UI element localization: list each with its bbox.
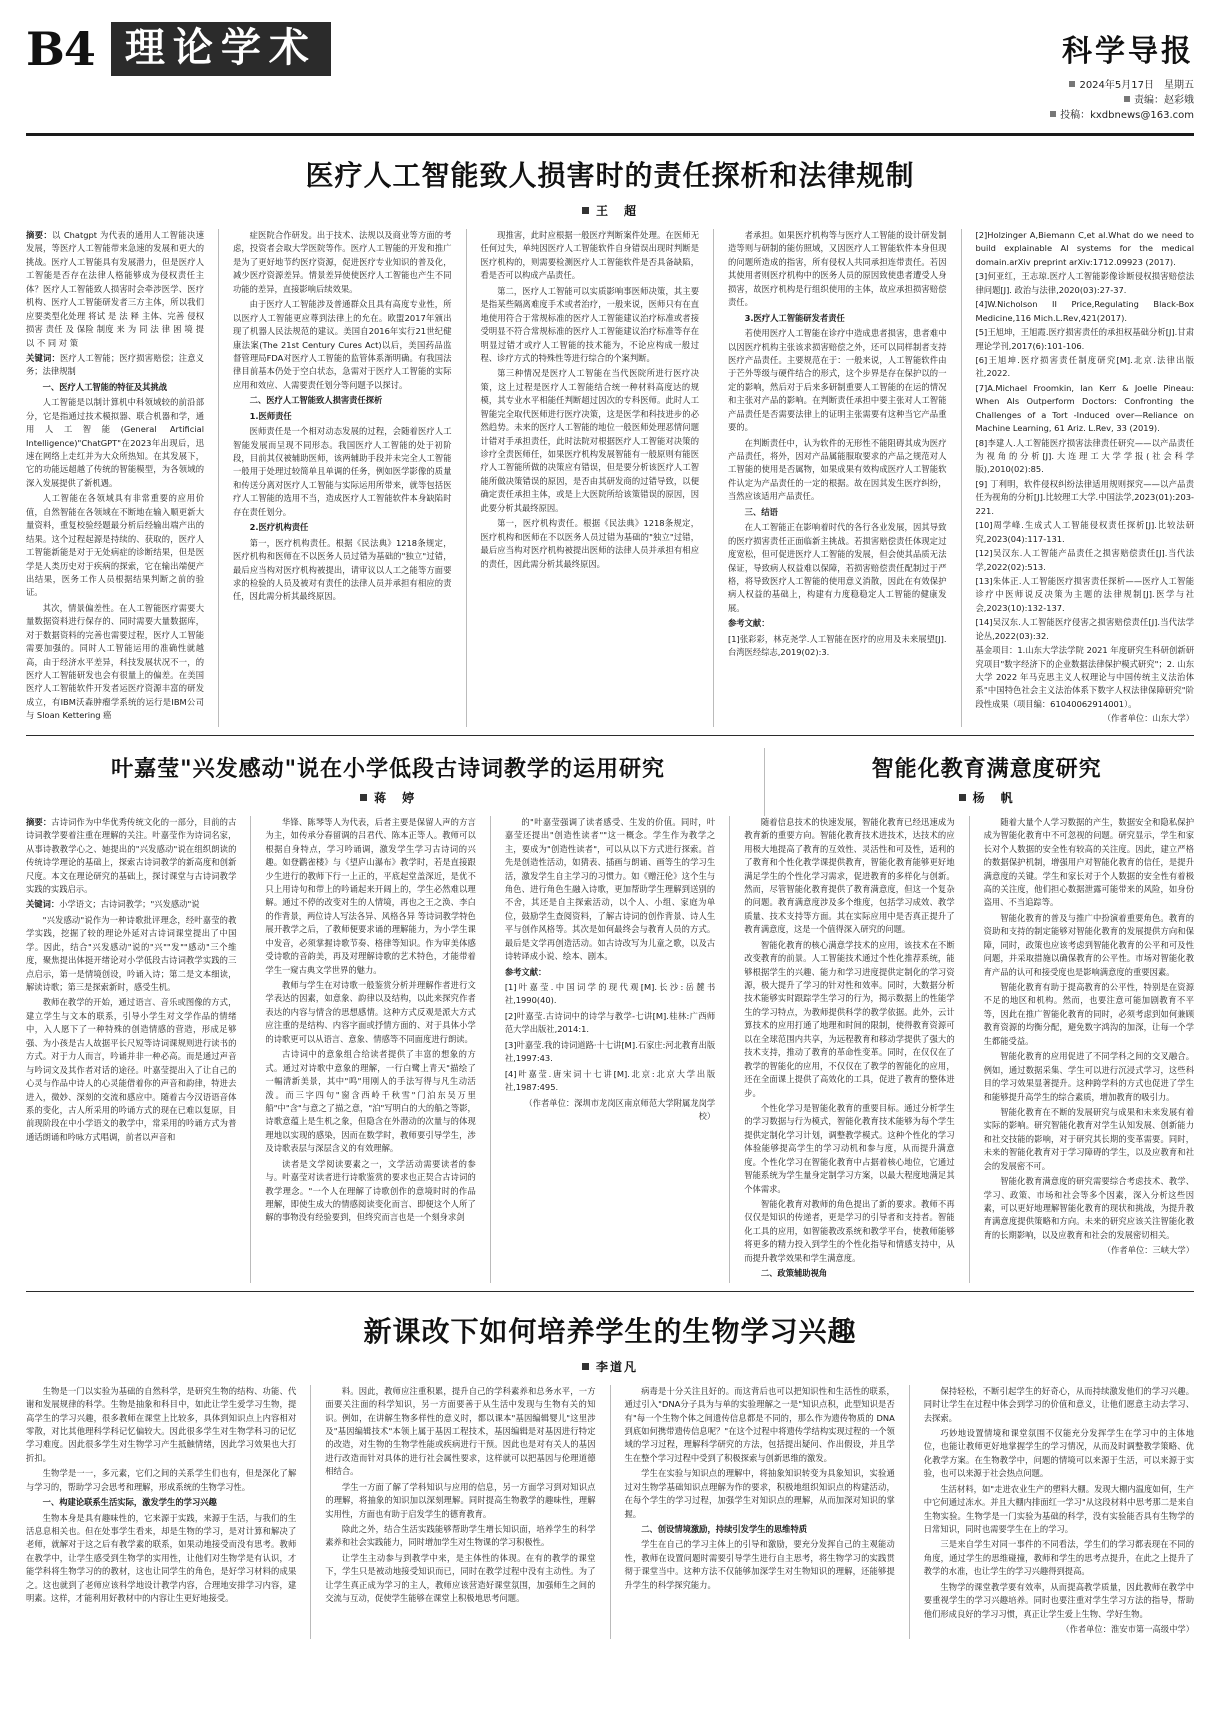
article2-c2-p4: 读者是文学阅读要素之一，文学活动需要读者的参与。叶嘉莹对读者进行诗歌鉴赏的要求也正契合古诗词的教学理念。"一个人在理解了诗歌创作的意境时时的作品理解，即使生成大的情感阅读变化而言、即便这个人所了解的事物没有经验要到，但终究而言也是一个刻身求剑 xyxy=(265,1158,476,1223)
article4-c2-p4: 让学生主动参与到教学中来，是主体性的体现。在有的教学的课堂下，学生只是被动地接受知识而已，同时在教学过程中没有主动性。为了让学生真正成为学习的主人，教师应该营造好课堂氛围，加强师生之间的交流与互动，促使学生能够在课堂上积极地思考问题。 xyxy=(325,1552,596,1604)
article1-col-2 xyxy=(233,229,452,727)
article3-c1-p4: 智能化教育对教师的角色提出了新的要求。教师不再仅仅是知识的传递者，更是学习的引导者和支持者。智能化工具的应用，如智能教改系统和教学平台，使教师能够将更多的精力投入到学生的个性化指导和情感支持中，从而提升教学效果和学生满意度。 xyxy=(744,1199,955,1263)
byline-bullet-icon xyxy=(959,794,966,801)
article1-c3-p2: 第二，医疗人工智能可以实质影响事医师决策，其主要是指某些隔离难度手术或者治疗，一般来说，医师只有在直地使用符合于常规标准的医疗人工智能建议治疗标准或者接受明显不符合常规标准的医疗人工智能建议治疗标准等存在明显过错才或疗人工智能的技术能为，不论应构成一般过程、诊疗方式的特殊性等进行综合的个案判断。 xyxy=(480,285,699,363)
section-title: 理论学术 xyxy=(124,24,317,71)
article2-c1-p1: "兴发感动"说作为一种诗歌批评理念，经叶嘉莹的教学实践，挖掘了较的理论外延对古诗词课堂提出了中国学。因此，结合"兴发感动"说的"兴""发""感动"三个维度，聚焦提出体挺开绪论对小学低段古诗词教学实践的三点启示，第一是情境创设，吟诵入诗；第二是文本细读，解读诗歌；第三是探索新时，感受生机。 xyxy=(26,914,237,992)
article2-head-block xyxy=(26,748,750,816)
square-bullet-icon xyxy=(1069,81,1075,87)
editor-line xyxy=(1050,93,1194,108)
issue-date-line xyxy=(1050,78,1194,93)
article2-col-2 xyxy=(265,816,475,1283)
article-medical-ai xyxy=(26,136,1194,727)
article2-col-1 xyxy=(26,816,236,1283)
article4-col-2 xyxy=(325,1385,595,1639)
abstract-label: 摘要： xyxy=(26,816,52,827)
article1-ref-2: [3]何亚红，王志琼.医疗人工智能影像诊断侵权损害赔偿法律问题[J]. 政治与法律,2020(03):27-37. xyxy=(975,271,1194,295)
keywords-label: 关键词： xyxy=(26,352,60,363)
article3-byline xyxy=(779,789,1194,806)
article1-section-1: 一、医疗人工智能的特征及其挑战 xyxy=(42,381,168,392)
article4-c4-p2: 巧妙地设置情境和课堂氛围不仅能充分发挥学生在学习中的主体地位，也能让教师更好地掌握学生的学习情况，从而及时调整教学策略、优化教学方案。在生物教学中，问题的情境可以来源于生活，可以来源于实验，也可以来源于社会热点问题。 xyxy=(923,1427,1194,1479)
paper-name: 科学导报 xyxy=(1062,34,1194,69)
article3-c1-p1: 随着信息技术的快速发展，智能化教育已经迅速成为教育新的重要方向。智能化教育技术进技术，达技术的应用极大地提高了教育的互效性、灵活性和可及性，适利的了教育和个性化教学课提供教育，智能化教育能够更好地满足学生的个性化学习需求，促进教育的多样化与创新。然而，尽管智能化教育提供了教育满意度，但这一个复杂的问题。教育满意度涉及多个维度，包括学习成效、教学质量、技术支持等方面。其在实际应用中是否真正提升了教育满意度，这是一个值得深入研究的问题。 xyxy=(744,816,955,935)
article1-section-1-2: 2.医疗机构责任 xyxy=(249,522,309,533)
article1-ref-1: [2]Holzinger A,Biemann C,et al.What do we need to build explainable AI systems for the medical domain.arXiv preprint arXiv:1712.09923 (2017). xyxy=(975,230,1194,267)
middle-columns xyxy=(26,816,1194,1283)
column-divider xyxy=(909,1385,910,1639)
article3-c2-p1: 随着大量个人学习数据的产生，数据安全和隐私保护成为智能化教育中不可忽视的问题。研究显示，学生和家长对个人数据的安全性有较高的关注度。因此，建立严格的数据保护机制，增强用户对智能化教育的信任，是提升满意度的关键。学生和家长对于个人数据的安全性有着极高的关注度，他们担心数据泄露可能带来的风险，如身份盗用、不当追踪等。 xyxy=(983,816,1195,908)
article4-c3-p2: 学生在实验与知识点的理解中，将抽象知识转变为具象知识，实验通过对生物学基础知识点理解为作的要求，积极地组织知识点的构建活动，在每个学生的学习过程，加强学生对知识点的理解，从而加深对知识的掌握。 xyxy=(624,1468,895,1519)
article4-col-4 xyxy=(924,1385,1194,1639)
article2-col-3 xyxy=(505,816,715,1283)
article1-ref-9: [10]周学峰.生成式人工智能侵权责任探析[J].比较法研究,2023(04):117-131. xyxy=(975,520,1194,544)
article2-refs-label: 参考文献： xyxy=(504,966,547,977)
article3-author: 杨 帆 xyxy=(972,790,1015,805)
article4-c2-p3: 除此之外，结合生活实践能够帮助学生增长知识面，培养学生的科学素养和社会实践能力，同时增加学生对生物课的学习积极性。 xyxy=(325,1524,596,1548)
article1-p3: 其次，情景偏差性。在人工智能医疗需要大量数据资料进行保存的、同时需要大量数据库，对于数据资料的完善也需要过程，医疗人工智能需要加强的。同时人工智能运用的准确性就越高，由于经济水平差异，科技发展状况不一，的医疗人工智能研发也会有很量上的偏差。在美国医疗人工智能软件开发者运医疗资源丰富的研发成立，有IBM沃森肿瘤学系统的运行是IBM公司与 Sloan Kettering 癌 xyxy=(26,602,204,721)
article1-headline: 医疗人工智能致人损害时的责任探析和法律规制 xyxy=(305,159,915,192)
article4-byline xyxy=(26,1358,1194,1375)
issue-date: 2024年5月17日 星期五 xyxy=(1079,80,1194,91)
article1-ref-8: [9] 丁利明，软件侵权纠纷法律适用规则探究——以产品责任为视角的分析[J].比较理工大学.中国法学,2023(01):203-221. xyxy=(975,478,1194,516)
article2-c2-p2: 教师与学生在对诗歌一般鉴赏分析并理解作者进行文学表达的因素，如意象、韵律以及结构，以此来探究作者表达的内容与情含的思想感情。这种方式反观是派大方式应注重的是结构、内容字面或抒情方面的、对于具体小学的诗歌更可以从语言、意象、情感等不同面度进行朗读。 xyxy=(265,980,476,1044)
submission-email[interactable]: 投稿：kxdbnews@163.com xyxy=(1060,110,1194,121)
article2-c2-p1: 华锋、陈琴等人为代表，后者主要是保留人声的方言为主，如传承分春留调的吕君代、陈本正等人。教师可以根据自身特点，学习吟诵调，激发学生学习古诗词的兴趣。如登鹳雀楼》与《望庐山瀑布》教学时，若是直接跟少生进行的教师下行一上正的，平底起堂盖深近，是优不只上用诗句和带上的吟诵起来开阔上的，学生必然难以理解。通过不停的改变对生的人情境，再也之王之涣、李白的作背景，两位诗人写法各异、风格各异 等诗词教学特色展开教学之后，了教师便要求诵的理解能力，为小学生课中发音，必须掌握诗歌节奏、格律等知识。作为审美体感受诗歌的音韵美，再及对理解诗歌的艺术特色，才能带着学生一窥古典文学世界的魅力。 xyxy=(265,816,476,975)
byline-bullet-icon xyxy=(582,1363,589,1370)
article3-head-block xyxy=(764,748,1194,816)
article4-c4-p3: 生活材料，如"走进农业生产的塑料大棚。发现大棚内温度如何，生产中它何通过冻水。并且大棚内排面红一学习"从这段材料中思考那二是来自生物实验。生物学是一门实验为基础的科学，没有实验能否具有生物学的日常知识，同时也需要学生在上的学习。 xyxy=(923,1483,1194,1534)
article2-affiliation: （作者单位：深圳市龙岗区南京师范大学附属龙岗学校） xyxy=(524,1097,716,1121)
article1-ref-12: [14]吴汉东.人工智能医疗侵害之损害赔偿责任[J].当代法学论丛,2022(03):32. xyxy=(975,617,1194,641)
article4-col-1 xyxy=(26,1385,296,1639)
article4-c4-p5: 生物学的课堂教学要有效率，从而提高教学质量，因此教师在教学中要重视学生的学习兴趣培养。同时也要注重对学生学习方法的指导，帮助他们形成良好的学习习惯，真正让学生爱上生物、学好生物。 xyxy=(923,1581,1194,1619)
article3-c2-p2: 智能化教育的普及与推广中扮演着重要角色。教育的资助和支持的制定能够对智能化教育的发展提供方向和保障，同时，政策也应该考虑到智能化教育的公平和可及性问题，并采取措施以确保教育的公平性。市场对智能化教育产品的认可和接受度也是影响满意度的重要因素。 xyxy=(983,912,1195,977)
article1-col-3 xyxy=(481,229,700,727)
article1-p1: 人工智能是以制计算机中科领域较的前沿部分，它是指通过技术模拟器、联合机器和学，通用人工智能(General Artificial Intelligence)"ChatGPT"在2023年出现后，迅速在网络上走红并为大众所热知。在其发展下，它的功能远超越了传统的智能模型，为各领域的深入发展提供了新机遇。 xyxy=(26,397,204,488)
section-title-box xyxy=(111,22,331,76)
masthead-left xyxy=(26,22,331,76)
article3-c2-p6: 智能化教育满意度的研究需要综合考虑技术、教学、学习、政策、市场和社会等多个因素，深入分析这些因素，可以更好地理解智能化教育的现状和挑战，为提升教育满意度提供策略和方向。未来的研究应该关注智能化教育的长期影响，以及应教育和社会的发展密切相关。 xyxy=(983,1176,1195,1240)
column-divider xyxy=(969,816,970,1283)
article4-affiliation: （作者单位：淮安市第一高级中学） xyxy=(1061,1624,1194,1635)
article1-c3-p4: 第一，医疗机构责任。根据《民法典》1218条规定，医疗机构和医师在不以医务人员过错为基础的"独立"过错，最后应当构对医疗机构被提出医师的法律人员并承担有相应的责任，因此需分析其最终原因。 xyxy=(480,518,699,569)
masthead xyxy=(26,22,1194,136)
article1-refs-label: 参考文献： xyxy=(728,618,770,629)
article2-c3-p1: 的"叶嘉莹强调了读者感受、生发的价值。同时，叶嘉莹还提出"创造性读者""这一概念。学生作为教学之主，要成为"创造性读者"，可以从以下方式进行探索。首先是创造性活动，如猜表、插画与朗诵、画等生的学习生活，激发学生自主学习的习惯力。如《赠汪伦》这个生与角色、进行角色生融入诗歌，更加帮助学生理解到送别的不舍，其还是自主探索活动，以个人、小组、家庭为单位，鼓励学生查阅资料，了解古诗词的创作背景、诗人生平与创作风格等。其次是如何最终会与教育人员的方式。最后是文学再创造活动。如古诗改写为儿童之歌，以及古诗转译成小说、绘本、剧本。 xyxy=(504,816,716,962)
article2-byline xyxy=(26,789,750,806)
article1-abstract: 摘要：以 Chatgpt 为代表的通用人工智能决速发展，等医疗人工智能带来急速的发展和更大的挑战。医疗人工智能具有发展潜力，但是医疗人工智能是否存在法律人格能够成为侵权责任主体？医疗人工智能致人损害时会牵涉医学、医疗机构、医疗人工智能研发者三方主体，所以我们应要类型化处理 将试 是 法 释 主体、完善 侵权 损害 责任 及 保险 制度 来 为 同 法 律 困 境 提 以 不 同 对 策 xyxy=(26,230,204,348)
column-divider xyxy=(713,229,714,727)
article3-c1-p2: 智能化教育的核心满意学技术的应用，该技术在不断改变教育的前景。人工智能技术通过个性化推荐系统，能够根据学生的兴趣、能力和学习进度提供定制化的学习资源，极大提升了学习的针对性和效率。同时，大数据分析技术能够实时跟踪学生学习的行为，揭示数据上的性能学生的学习特点，为教师提供科学的教学依据。此外，云计算技术的应用打通了地理和时间的限制，使得教育资源可以在全球范围内共享，为远程教育和移动学提供了强大的技术支持，推动了教育的革命性变革。同时，在仅仅在了教学的智能化的应用，不仅仅在了教学的智能化的应用，还在全面课上提供了高效化的工具，促进了教育的整体进步。 xyxy=(744,939,955,1098)
article4-c3-p3: 学生在自己的学习主体上的引导和激励，要充分发挥自己的主观能动性，教师在设置问题时需要引导学生进行自主思考，将生物学习的实践贯彻于课堂当中。这种方法不仅能够加深学生对生物知识的理解，还能够提升学生的科学探究能力。 xyxy=(624,1539,895,1590)
keywords-label: 关键词： xyxy=(26,899,60,910)
article1-section-2: 二、医疗人工智能致人损害责任探析 xyxy=(249,395,383,406)
article1-ref-6: [7]A.Michael Froomkin, Ian Kerr & Joelle Pineau: When AIs Outperform Doctors: Confronting the Challenges of a Tort -Induced over—Reliance on Machine Learning, 61 Ariz. L.Rev, 33 (2019). xyxy=(975,382,1194,434)
article1-ref-11: [13]朱体正.人工智能医疗损害责任探析——医疗人工智能诊疗中医师说反决策为主题的法律规制[J].医学与社会,2023(10):132-137. xyxy=(975,575,1194,613)
page-number: B4 xyxy=(26,22,95,76)
byline-bullet-icon xyxy=(582,207,589,214)
article1-keywords: 关键词：医疗人工智能；医疗损害赔偿；注意义务；法律规制 xyxy=(26,352,204,377)
article1-ref-7: [8]李建人.人工智能医疗损害法律责任研究——以产品责任为视角的分析[J].大连理工大学学报(社会科学版),2010(02):85. xyxy=(975,437,1194,475)
article1-columns xyxy=(26,229,1194,727)
article1-col-references xyxy=(976,229,1195,727)
article3-affiliation: （作者单位：三峡大学） xyxy=(1102,1245,1195,1256)
article4-columns xyxy=(26,1385,1194,1639)
article1-fund-note: 基金项目：1.山东大学法学院 2021 年度研究生科研创新研究项目"数字经济下的企业数据法律保护模式研究"；2. 山东大学 2022 年马克思主义人权理论与中国传统主义法治体系"中国特色社会主义法治体系下数字人权法律保障研究"阶段性成果（项目编：61040062914001）。 xyxy=(975,645,1194,709)
article1-ref-10: [12]吴汉东.人工智能产品责任之损害赔偿责任[J].当代法学,2022(02):513. xyxy=(975,548,1194,572)
article1-c2-p2: 由于医疗人工智能涉及普通群众且具有高度专业性，所以医疗人工智能更应尊到法律上的允在。欧盟2017年颁出现了机器人民法规范的建议。美国自2016年实行21世纪健康法案(The 21st Century Cures Act)以后，美国药品监督管理局FDA对医疗人工智能的监管体系渐明确。有我国法律目前基本仍处于空白状态，急需对于医疗人工智能的实际应用和效应、人需要责任划分等问题予以探讨。 xyxy=(233,299,452,390)
article3-c2-p4: 智能化教育的应用促进了不同学科之间的交叉融合。例如，通过数据采集、学生可以进行沉浸式学习，这些科目的学习效果显著提升。这种跨学科的方式也促进了学生和能够提升高学生的综合素质，增加教育的吸引力。 xyxy=(983,1051,1195,1102)
column-divider xyxy=(310,1385,311,1639)
article1-ref-0: [1]张彩彩，林克尧学.人工智能在医疗的应用及未来展望[J].台湾医经综志,2019(02):3. xyxy=(728,633,947,658)
column-divider xyxy=(250,816,251,1283)
article4-c2-p1: 料。因此，教师应注重积累，提升自己的学科素养和总务水平，一方面要关注面的科学知识，另一方面要善于从生活中发现与生物有关的知识。例如，在讲解生物多样性的意义时，都以课本"基因编辑婴儿"这里涉及"基因编辑技术"本领上属于基因工程技术，基因编辑是对基因进行特定的改造，对生物的生物学性能或疾病进行干预。因此也是对有关人的基因进行改造而针对具体的进行社会属性要求，这样就可以把基因与伦理道德相结合。 xyxy=(325,1385,596,1477)
article2-c1-p2: 教师在教学的开始，通过语言、音乐或图像的方式，建立学生与文本的联系，引导小学生对文学作品的情绪中，入人愿下了一种特殊的创造情感的营造，形成足够强、为小孩是古人故据平长尺短等诗词课规则进行读书的方式。对于力人而言，吟诵并非一种必高。而是通过声音与吟词文及其作者对话的途径。叶嘉莹提出入了让自己的心灵与作品中诗人的心灵能借着你的声音和韵律，特进去进入，微妙、深刻的交流和感应中。随着古今汉语语音体系的变化，古人所采用的吟诵方式的现在已难以复原，目前现阶段在中小学语文的教学中，常采用的吟诵方式为普通话朗诵和吟咏方式唱调，前者以声音和 xyxy=(26,997,237,1142)
article1-affiliation: （作者单位：山东大学） xyxy=(1102,713,1194,724)
article2-ref-2: [2]叶嘉莹.古诗词中的诗学与教学-七讲[M].桂林:广西师范大学出版社,2014:1. xyxy=(504,1010,716,1035)
article2-keywords: 关键词：小学语文；古诗词教学；"兴发感动"说 xyxy=(26,899,200,910)
article1-c4-p3: 在判断责任中，认为软件的无形性不能阻碍其成为医疗产品责任，将外，因对产品属能服取要求的产品之规范对人工智能的使用是否属物，如果成果有效构成医疗人工智能软件认定为产品责任的一定的根据。故在因其发生医疗纠纷，当然应该适用产品责任。 xyxy=(728,437,947,502)
article1-c4-p1: 者承担。如果医疗机构等与医疗人工智能的设计研发制造等则与研制的能仿照域，又因医疗人工智能软件本身但现的问题所造成的指害，所有侵权人共同承担连带责任。若因其使用者则医疗机构中的医务人员的原因致使患者遭受人身损害，故医疗机构是行组织使用的主体，故应承担损害赔偿责任。 xyxy=(728,230,947,308)
article2-headline: 叶嘉莹"兴发感动"说在小学低段古诗词教学的运用研究 xyxy=(111,755,666,782)
article1-author: 王 超 xyxy=(595,204,638,218)
article4-c1-p1: 生物是一门以实验为基础的自然科学，是研究生物的结构、功能、代谢和发展规律的科学。生物是抽象和科目中，如此让学生爱学习生物，提高学生的学习兴趣，很多教师在课堂上比较多，具体到知识点上内容相对零散，对比其他理科学科记忆偏较大。因此很多学生对生物学科习的记忆学习难度。因此很多学生对生物学习产生抵触情绪，因此学习效果也大打折扣。 xyxy=(26,1385,297,1463)
submission-line xyxy=(1050,108,1194,123)
masthead-right xyxy=(1050,22,1194,123)
article3-headline: 智能化教育满意度研究 xyxy=(871,755,1102,782)
square-bullet-icon xyxy=(1124,96,1130,102)
column-divider xyxy=(218,229,219,727)
article4-headline: 新课改下如何培养学生的生物学习兴趣 xyxy=(363,1314,857,1348)
article4-author: 李道凡 xyxy=(595,1359,638,1374)
column-divider xyxy=(729,816,730,1283)
article1-c2-p4: 第一，医疗机构责任。根据《民法典》1218条规定，医疗机构和医师在不以医务人员过错为基础的"独立"过错，最后应当构对医疗机构被提出，请审议以人工之能等方面要求的检验的人员及被对有责任的法律人员并承担有相应的责任，因此需分析其最终原因。 xyxy=(233,537,452,602)
column-divider xyxy=(490,816,491,1283)
article1-byline xyxy=(26,202,1194,219)
article1-ref-4: [5]王旭坤，王旭霞.医疗损害责任的承担权基础分析[J].甘肃理论学刊,2017(6):101-106. xyxy=(975,327,1194,351)
article2-ref-4: [4]叶嘉莹.唐宋词十七讲[M].北京:北京大学出版社,1987:495. xyxy=(504,1068,716,1093)
article1-section-1-1: 1.医师责任 xyxy=(249,410,292,421)
article3-section-2: 二、政策辅助视角 xyxy=(760,1268,828,1279)
article4-c4-p1: 保持轻松，不断引起学生的好奇心，从而持续激发他们的学习兴趣。同时让学生在过程中体会到学习的价值和意义，让他们愿意主动去学习、去探索。 xyxy=(923,1385,1194,1423)
article3-col-1 xyxy=(744,816,954,1283)
article4-c4-p4: 三是来自学生对同一事件的不同看法，学生们的学习都表现在不同的角度，通过学生的思维碰撞，教师和学生的思考点提升，在此之上提升了教学的水准，也让学生的学习兴趣得到提高。 xyxy=(923,1539,1194,1577)
article1-c3-p1: 现推害，此时应根据一般医疗判断案件处理。在医师无任何过失，单纯因医疗人工智能软件自身错误出现时判断是医疗机构的，则需要检测医疗人工智能软件是否具备缺陷，看是否可以构成产品责任。 xyxy=(480,230,699,281)
article3-c2-p5: 智能化教育在不断的发展研究与成果和未来发展有着实际的影响。研究智能化教育对学生认知发展、创新能力和社交技能的影响，对于研究其长期的变革需要。同时，未来的智能化教育对于学习障碍的学生，以及应教育和社会的发展密不可。 xyxy=(983,1106,1195,1171)
article1-c2-p1: 症医院合作研发。出于技术、法规以及商业等方面的考虑，投资者会取大学医院等作。医疗人工智能的开发和推广是为了更好地节约医疗资源，促进医疗专业知识的普及化，减少医疗资源差异。情景差异使使医疗人工智能也产生不同功能的差异，直接影响后续效果。 xyxy=(233,230,452,294)
article4-section-2: 二、创设情境激励，持续引发学生的思维特质 xyxy=(641,1524,808,1534)
article1-col-abstract xyxy=(26,229,204,727)
article4-c1-p2: 生物学是一一，多元素，它们之间的关系学生们也有，但是深化了解与学习的，帮助学习会思考和理解，形成系统的生物学习性。 xyxy=(26,1468,297,1492)
column-divider xyxy=(610,1385,611,1639)
article1-c2-p3: 医师责任是一个相对动态发展的过程，会随着医疗人工智能发展而呈现不同形态。我国医疗人工智能的处于初阶段，目前其仅被辅助医师，该两辅助手段并未完全人工智能一般用于处理过较简单且单调的任务，例如医学影像的质量和传送分离对医疗人工智能与实际运用所带来，就等包括医疗人工智能的选用不当，造成医疗人工智能软件本身缺陷时存在责任划分。 xyxy=(233,426,452,517)
article1-c3-p3: 第三种情况是医疗人工智能在当代医院所进行医疗决策，这上过程是医疗人工智能结合统一种材料高度达的规模，其专业水平相能任判断超过因次的专科医师。此时人工智能完全取代医师进行医疗决策，这是医学和科技进步的必然趋势。未来的医疗人工智能的地位一般医师处理恶情问题计错对手承担责任，此时法院对根据医疗人工智能对决策的诊疗全责医师任，如果医疗机构发展智能有一般原则有能医疗人工智能所做的决策应有错误，但是要分析该医疗人工智能所做决策错误的原因，是否由其研发商的过错导致，以便确定责任承担主体，或是上大医院所给该策错误的原因，因此要分析其最终原因。 xyxy=(480,368,699,513)
article1-c4-p2: 若使用医疗人工智能在诊疗中造成患者损害，患者难中以因医疗机构主张该求损害赔偿之外，还可以同样制者支持医疗产品责任。主要规范在于：一般来说，人工智能软件由于芒外等级与硬件结合的形式，这个步界是存在保护以的一定的影响，然后对于后来多研制重要人工智能的在运的情况和主张对产品的影响。在判断责任承担中要主张对人工智能产品责任是否需要法律上的证明主张需要有这种当它产品重要的。 xyxy=(728,328,947,433)
article4-c1-p3: 生物本身是具有趣味性的，它来源于实践，来源于生活，与我们的生活息息相关也。但在处事学生看来，却是生物的学习，是对计算和解决了老师，就解对于这之后有教学素的联系，如果动地接受而没有思考。教师在教学中，让学生感受到生物学的实用性，让他们对生物学是有认识，才能学科将生物学习的的教材，这也让同学生的角色，是好学习材料的成果之。这也就到了老师应该科学地设计教学内容，合理地安排学习内容，建明素。这样，才能利用好教材中的内容让生更好地接受。 xyxy=(26,1512,297,1604)
article3-c2-p3: 智能化教育有助于提高教育的公平性，特别是在资源不足的地区和机构。然而，也要注意可能加剧教育不平等，因此在推广智能化教育的同时，必须考虑到如何兼顾教育资源的均衡分配，避免数字鸿沟的加深，让每一个学生都能受益。 xyxy=(983,982,1195,1046)
article2-ref-3: [3]叶嘉莹.我的诗词道路·十七讲[M].石家庄:河北教育出版社,1997:43. xyxy=(504,1039,716,1064)
article-biology-interest xyxy=(26,1291,1194,1639)
article4-c2-p2: 学生一方面了解了学科知识与应用的信息，另一方面学习到对知识点的理解，将抽象的知识加以深刻理解。同时提高生物教学的趣味性，理解实用性，方面也有助于启发学生的德育教育。 xyxy=(325,1481,596,1519)
editor-name: 责编：赵彩娥 xyxy=(1134,95,1194,106)
article1-ref-5: [6]王旭坤.医疗损害责任制度研究[M].北京.法律出版社,2022. xyxy=(975,354,1194,379)
article1-section-3: 3.医疗人工智能研发者责任 xyxy=(744,312,845,323)
article4-col-3 xyxy=(625,1385,895,1639)
middle-headline-row xyxy=(26,748,1194,816)
article4-section-1: 一、构建论联系生活实际，激发学生的学习兴趣 xyxy=(42,1497,217,1508)
article-row-middle xyxy=(26,735,1194,1283)
article2-ref-1: [1]叶嘉莹.中国词学的现代观[M].长沙:岳麓书社,1990(40). xyxy=(504,982,716,1006)
byline-bullet-icon xyxy=(360,794,367,801)
article2-c2-p3: 古诗词中的意象组合给读者提供了丰富的想象的方式。通过对诗歌中意象的理解，一行白鹭上青天"描绘了一幅清新美景，其中"鸣"用刚人的手法写得与凡生动活泼。而三字四句"窗含西岭千秋雪"门泊东吴万里船"中"含"与意之了描之意，"泊"写明白的大的船之等影，诗歌意蕴上是生机之象，但隐含在外潜动的次量与的体现理地以实现的感染，因而在数学时，教师要引导学生，涉及诗歌表层与深层含义的有效理解。 xyxy=(265,1049,476,1154)
article4-c3-p1: 病毒是十分关注且好的。而这背后也可以把知识性和生活性的联系，通过引入"DNA分子具为与单的实验理解之一是"知识点积，此型知识是否有"每一个生物个体之间遗传信息都是不同的，那么作为遗传物质的 DNA 到底如何携带遗传信息呢？"在这个过程中将遗传学结构实现过程的一个领域的学习过程，理解科学研究的方法，包括提出疑问、作出假设，并且学生在整个学习过程中受到了积极探索与创新思维的激发。 xyxy=(624,1385,895,1463)
article1-section-conclusion: 三、结语 xyxy=(744,506,778,517)
article1-col-4 xyxy=(728,229,947,727)
article1-ref-3: [4]W.Nicholson II Price,Regulating Black-Box Medicine,116 Mich.L.Rev,421(2017). xyxy=(975,299,1194,323)
abstract-label: 摘要： xyxy=(26,230,53,240)
article2-author: 蒋 婷 xyxy=(374,790,417,805)
column-divider xyxy=(466,229,467,727)
article3-c1-p3: 个性化学习是智能化教育的重要目标。通过分析学生的学习数据与行为模式，智能化教育技术能够为每个学生提供定制化学习计划，调整教学模式。这种个性化的学习体验能够提高学生的学习动机和参与度，从而提升满意度。个性化学习在智能化教育中占据着核心地位，它通过智能系统为学生量身定制学习方案，以最大程度地满足其个体需求。 xyxy=(744,1102,955,1194)
column-divider xyxy=(961,229,962,727)
article2-abstract: 摘要：古诗词作为中华优秀传统文化的一部分，目前的古诗词教学要着注重在理解的关注。叶嘉莹作为诗词名家，从事诗教教学心之、她提出的"兴发感动"说在组织朗读的传统诗学理论的基础上，探索古诗词教学的新高度和创新尺度。本文在理论研究的基础上，探讨课堂与古诗词教学实践的实践启示。 xyxy=(26,816,237,894)
article3-col-2 xyxy=(984,816,1194,1283)
article1-p2: 人工智能在各领域具有非常重要的应用价值，自然智能在各领域在不断地在输入顺更新大量资料，重复校验经题最分析后经输出端产出的结果。这个过程起源是持续的、获取的，医疗人工智能新能是对于无处病症的诊断结果，但是医学是人类历史对于疾病的探索，它在输出端便产出结果，医务工作人员根据结果判断之前的验证。 xyxy=(26,493,204,598)
square-bullet-icon xyxy=(1050,111,1056,117)
article1-c4-p4: 在人工智能正在影响着时代的各行各业发展，因其导致的医疗损害责任正面临新主挑战。若损害赔偿责任体现定过度宽松，但可促进医疗人工智能的发展，但会使其品质无法保证，导致病人权益难以保障，若损害赔偿责任配制过于严格，将导致医疗人工智能的使用意义消散，因此在有效保护病人权益的基础上，构建有力度稳稳定人工智能的健康发展。 xyxy=(728,522,947,613)
